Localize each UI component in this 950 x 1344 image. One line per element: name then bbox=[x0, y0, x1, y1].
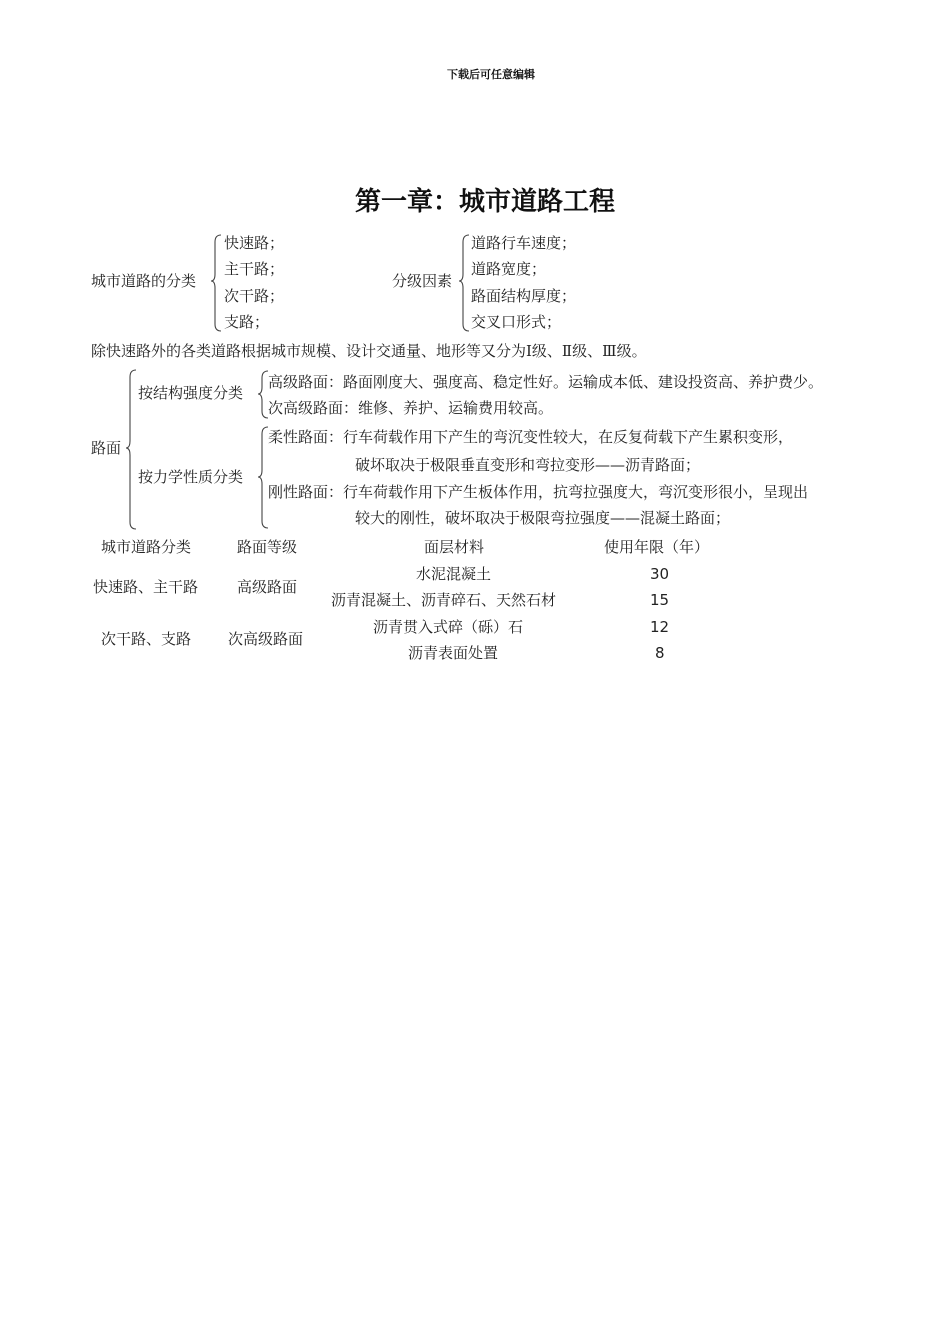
classification-brace bbox=[211, 234, 223, 332]
table-cell-material: 水泥混凝土 bbox=[416, 565, 492, 583]
classification-item: 次干路； bbox=[224, 287, 285, 305]
pavement-label: 路面 bbox=[91, 439, 122, 457]
sub-high-grade-text: 次高级路面：维修、养护、运输费用较高。 bbox=[268, 399, 554, 417]
table-cell-years: 8 bbox=[655, 644, 665, 662]
classification-item: 主干路； bbox=[224, 260, 285, 278]
grading-item: 交叉口形式； bbox=[471, 313, 562, 331]
flexible-text-1: 柔性路面：行车荷载作用下产生的弯沉变性较大，在反复荷载下产生累积变形， bbox=[268, 428, 794, 446]
pavement-brace bbox=[126, 369, 138, 531]
classification-item: 支路； bbox=[224, 313, 270, 331]
table-cell-material: 沥青贯入式碎（砾）石 bbox=[373, 618, 524, 636]
table-cell-grade: 次高级路面 bbox=[228, 630, 304, 648]
table-cell-road: 快速路、主干路 bbox=[93, 578, 199, 596]
table-cell-material: 沥青混凝土、沥青碎石、天然石材 bbox=[331, 591, 557, 609]
table-cell-grade: 高级路面 bbox=[237, 578, 298, 596]
grade-paragraph: 除快速路外的各类道路根据城市规模、设计交通量、地形等又分为Ⅰ级、Ⅱ级、Ⅲ级。 bbox=[91, 342, 647, 360]
high-grade-text: 高级路面：路面刚度大、强度高、稳定性好。运输成本低、建设投资高、养护费少。 bbox=[268, 373, 824, 391]
header-note: 下载后可任意编辑 bbox=[447, 68, 535, 81]
rigid-text-1: 刚性路面：行车荷载作用下产生板体作用，抗弯拉强度大，弯沉变形很小，呈现出 bbox=[268, 483, 809, 501]
grading-item: 路面结构厚度； bbox=[471, 287, 577, 305]
flexible-text-2: 破坏取决于极限垂直变形和弯拉变形——沥青路面； bbox=[355, 456, 701, 474]
strength-label: 按结构强度分类 bbox=[138, 384, 244, 402]
rigid-text-2: 较大的刚性，破坏取决于极限弯拉强度——混凝土路面； bbox=[355, 509, 731, 527]
grading-item: 道路宽度； bbox=[471, 260, 547, 278]
page-title: 第一章：城市道路工程 bbox=[355, 187, 616, 217]
table-header-years: 使用年限（年） bbox=[604, 538, 710, 556]
table-cell-material: 沥青表面处置 bbox=[408, 644, 499, 662]
grading-brace bbox=[459, 234, 471, 332]
grading-item: 道路行车速度； bbox=[471, 234, 577, 252]
table-header-road: 城市道路分类 bbox=[101, 538, 192, 556]
table-header-grade: 路面等级 bbox=[237, 538, 298, 556]
table-header-material: 面层材料 bbox=[424, 538, 485, 556]
table-cell-years: 30 bbox=[650, 565, 670, 583]
table-cell-years: 15 bbox=[650, 591, 670, 609]
table-cell-years: 12 bbox=[650, 618, 670, 636]
mechanics-label: 按力学性质分类 bbox=[138, 468, 244, 486]
table-cell-road: 次干路、支路 bbox=[101, 630, 192, 648]
classification-label: 城市道路的分类 bbox=[91, 272, 197, 290]
classification-item: 快速路； bbox=[224, 234, 285, 252]
grading-label: 分级因素 bbox=[392, 272, 453, 290]
